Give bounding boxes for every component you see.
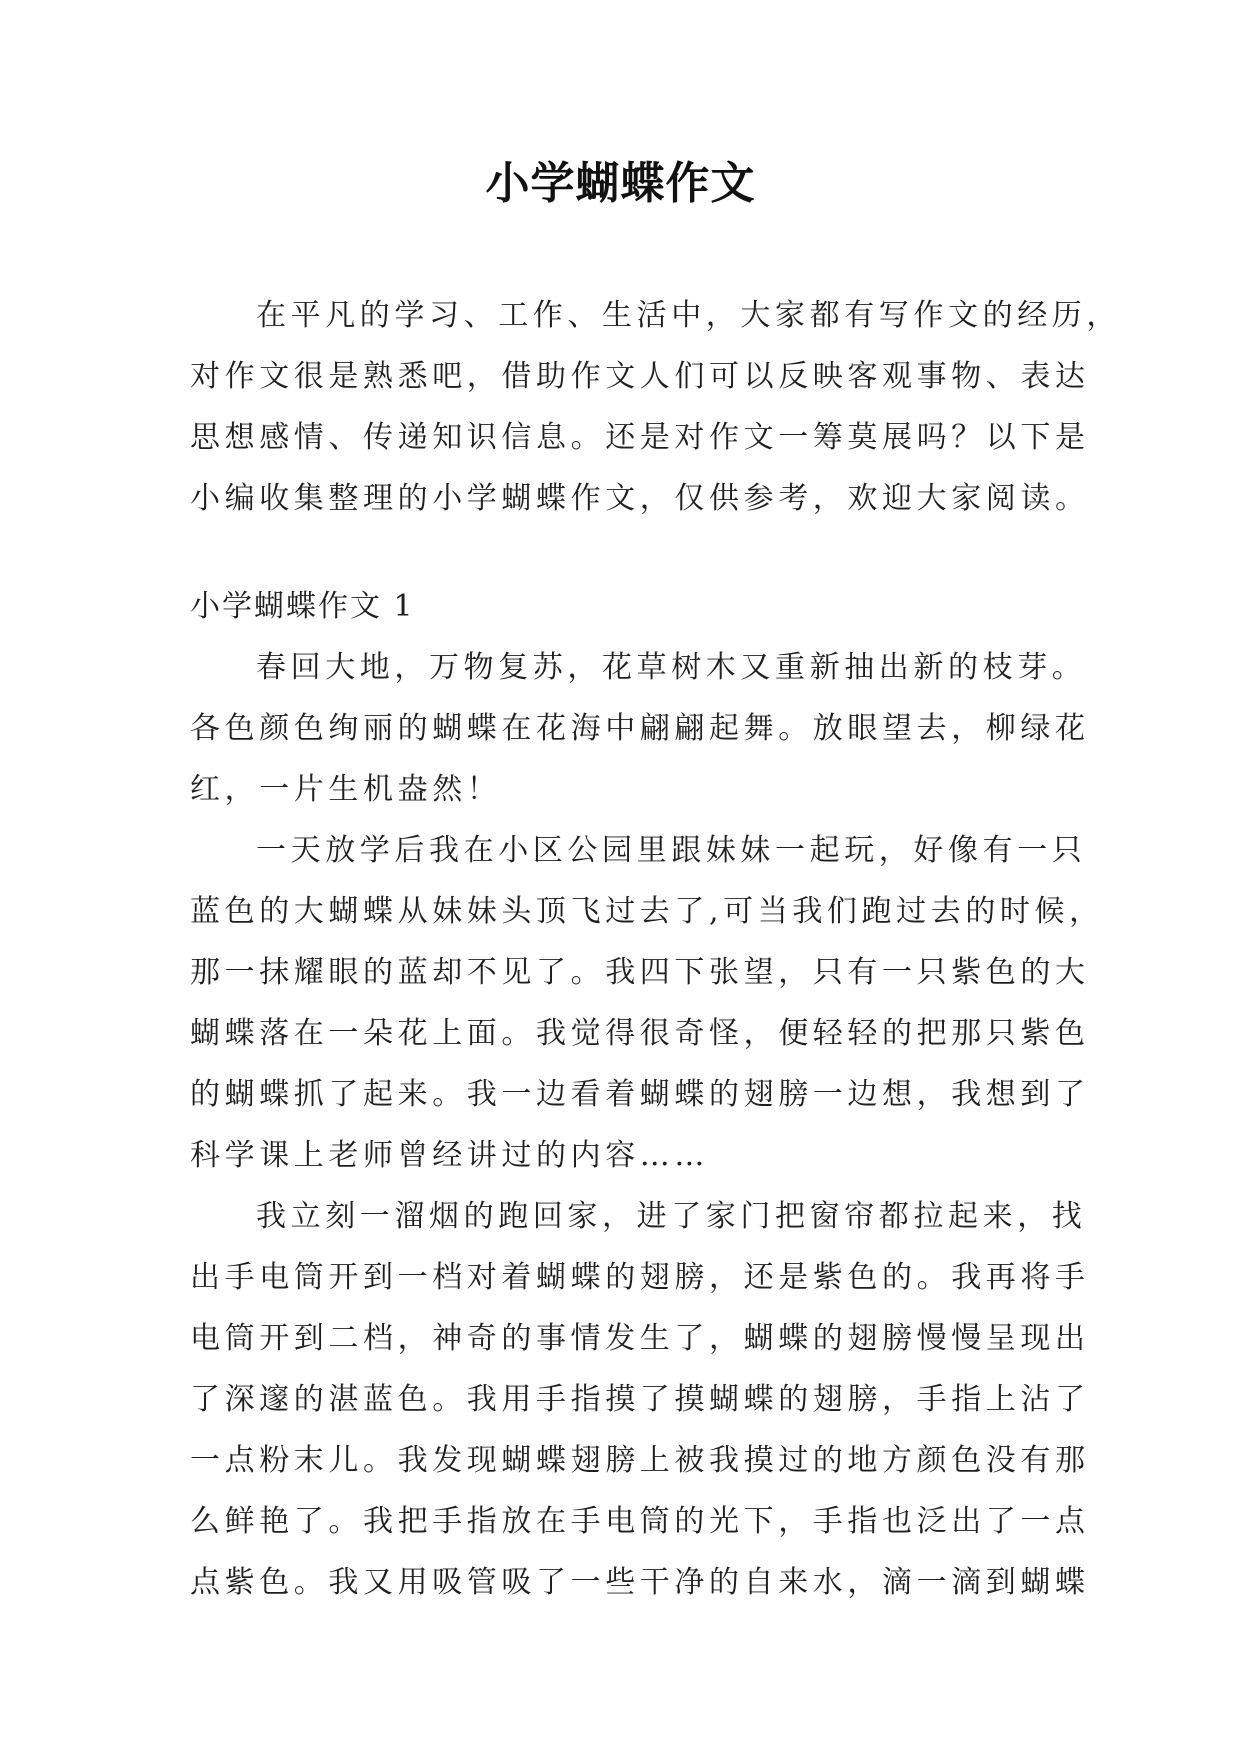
intro-line: 思想感情、传递知识信息。还是对作文一筹莫展吗？以下是: [190, 420, 1090, 455]
intro-line: 小编收集整理的小学蝴蝶作文，仅供参考，欢迎大家阅读。: [190, 481, 1090, 516]
paragraph-line: 春回大地，万物复苏，花草树木又重新抽出新的枝芽。: [256, 650, 1087, 685]
intro-line: 在平凡的学习、工作、生活中，大家都有写作文的经历，: [256, 298, 1121, 333]
paragraph-line: 出手电筒开到一档对着蝴蝶的翅膀，还是紫色的。我再将手: [190, 1260, 1090, 1295]
paragraph-line: 蓝色的大蝴蝶从妹妹头顶飞过去了,可当我们跑过去的时候，: [190, 894, 1104, 929]
paragraph-line: 我立刻一溜烟的跑回家，进了家门把窗帘都拉起来，找: [256, 1199, 1087, 1234]
paragraph-line: 么鲜艳了。我把手指放在手电筒的光下，手指也泛出了一点: [190, 1504, 1090, 1539]
paragraph-line: 电筒开到二档，神奇的事情发生了，蝴蝶的翅膀慢慢呈现出: [190, 1321, 1090, 1356]
document-title: 小学蝴蝶作文: [485, 158, 756, 209]
paragraph-line: 红，一片生机盎然！: [190, 772, 502, 807]
paragraph-line: 科学课上老师曾经讲过的内容……: [190, 1138, 709, 1173]
paragraph-line: 点紫色。我又用吸管吸了一些干净的自来水，滴一滴到蝴蝶: [190, 1565, 1090, 1600]
paragraph-line: 蝴蝶落在一朵花上面。我觉得很奇怪，便轻轻的把那只紫色: [190, 1016, 1090, 1051]
paragraph-line: 各色颜色绚丽的蝴蝶在花海中翩翩起舞。放眼望去，柳绿花: [190, 711, 1090, 746]
paragraph-line: 的蝴蝶抓了起来。我一边看着蝴蝶的翅膀一边想，我想到了: [190, 1077, 1090, 1112]
section-heading: 小学蝴蝶作文 1: [190, 589, 415, 624]
paragraph-line: 了深邃的湛蓝色。我用手指摸了摸蝴蝶的翅膀，手指上沾了: [190, 1382, 1090, 1417]
paragraph-line: 那一抹耀眼的蓝却不见了。我四下张望，只有一只紫色的大: [190, 955, 1090, 990]
intro-line: 对作文很是熟悉吧，借助作文人们可以反映客观事物、表达: [190, 359, 1090, 394]
paragraph-line: 一天放学后我在小区公园里跟妹妹一起玩，好像有一只: [256, 833, 1087, 868]
paragraph-line: 一点粉末儿。我发现蝴蝶翅膀上被我摸过的地方颜色没有那: [190, 1443, 1090, 1478]
